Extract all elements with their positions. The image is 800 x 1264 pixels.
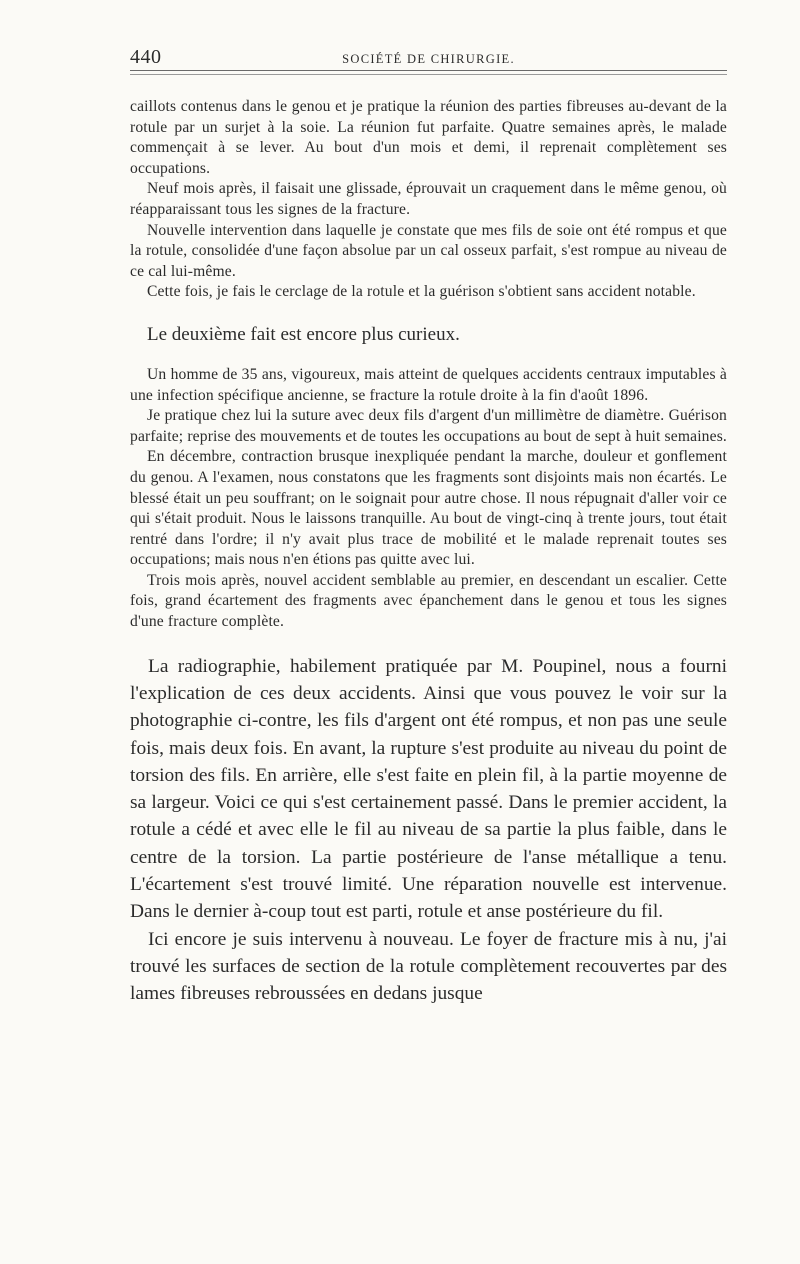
paragraph: Ici encore je suis intervenu à nouveau. Le foyer de fracture mis à nu, j'ai trouvé les surfaces de section de la rotule complètement recouvertes par des lames fibreuses rebroussées en dedans jusque — [130, 928, 727, 1005]
radiography-block — [130, 653, 727, 1008]
paragraph: Nouvelle intervention dans laquelle je constate que mes fils de soie ont été rompus et que la rotule, consolidée d'une façon absolue par un cal osseux parfait, s'est rompue au niveau de ce cal lui-même. — [130, 221, 727, 280]
paragraph: Trois mois après, nouvel accident semblable au premier, en descendant un escalier. Cette fois, grand écartement des fragments avec épanchement dans le genou et tous les signes d'une fracture complète. — [130, 571, 727, 631]
running-title: SOCIÉTÉ DE CHIRURGIE. — [342, 52, 515, 66]
page — [130, 40, 727, 1008]
section-heading: Le deuxième fait est encore plus curieux. — [147, 323, 460, 345]
paragraph: En décembre, contraction brusque inexpliquée pendant la marche, douleur et gonflement du genou. A l'examen, nous constatons que les fragments sont disjoints mais non écartés. Le blessé était un peu souffrant; on le soignait pour autre chose. Il nous répugnait d'aller voir ce qui s'était produit. Nous le laissons tranquille. Au bout de vingt-cinq à trente jours, tout était rentré dans l'ordre; il n'y avait plus trace de mobilité et le malade reprenait toutes ses occupations; mais nous n'en étions pas quitte avec lui. — [130, 448, 727, 569]
header-double-rule — [130, 71, 727, 75]
first-case-block — [130, 97, 727, 303]
second-case-block — [130, 365, 727, 633]
paragraph: Un homme de 35 ans, vigoureux, mais atteint de quelques accidents centraux imputables à une infection spécifique ancienne, se fracture la rotule droite à la fin d'août 1896. — [130, 365, 727, 404]
paragraph: caillots contenus dans le genou et je pratique la réunion des parties fibreuses au-devant de la rotule par un surjet à la soie. La réunion fut parfaite. Quatre semaines après, le malade commençait à se lever. Au bout d'un mois et demi, il reprenait complètement ses occupations. — [130, 98, 727, 177]
page-header — [130, 40, 727, 71]
page-number: 440 — [130, 46, 162, 68]
paragraph: Je pratique chez lui la suture avec deux fils d'argent d'un millimètre de diamètre. Guérison parfaite; reprise des mouvements et de toutes les occupations au bout de sept à huit semaines. — [130, 407, 727, 445]
paragraph: Neuf mois après, il faisait une glissade, éprouvait un craquement dans le même genou, où réapparaissant tous les signes de la fracture. — [130, 180, 727, 218]
paragraph: Cette fois, je fais le cerclage de la rotule et la guérison s'obtient sans accident notable. — [147, 283, 696, 301]
paragraph: La radiographie, habilement pratiquée par M. Poupinel, nous a fourni l'explication de ces deux accidents. Ainsi que vous pouvez le voir sur la photographie ci-contre, les fils d'argent ont été rompus, et non pas une seule fois, mais deux fois. En avant, la rupture s'est produite au niveau du point de torsion des fils. En arrière, elle s'est faite en plein fil, à la partie moyenne de sa largeur. Voici ce qui s'est certainement passé. Dans le premier accident, la rotule a cédé et avec elle le fil au niveau de sa partie la plus faible, dans le centre de la torsion. La partie postérieure de l'anse métallique a tenu. L'écartement s'est trouvé limité. Une réparation nouvelle est intervenue. Dans le dernier à-coup tout est parti, rotule et anse postérieure du fil. — [130, 655, 727, 923]
